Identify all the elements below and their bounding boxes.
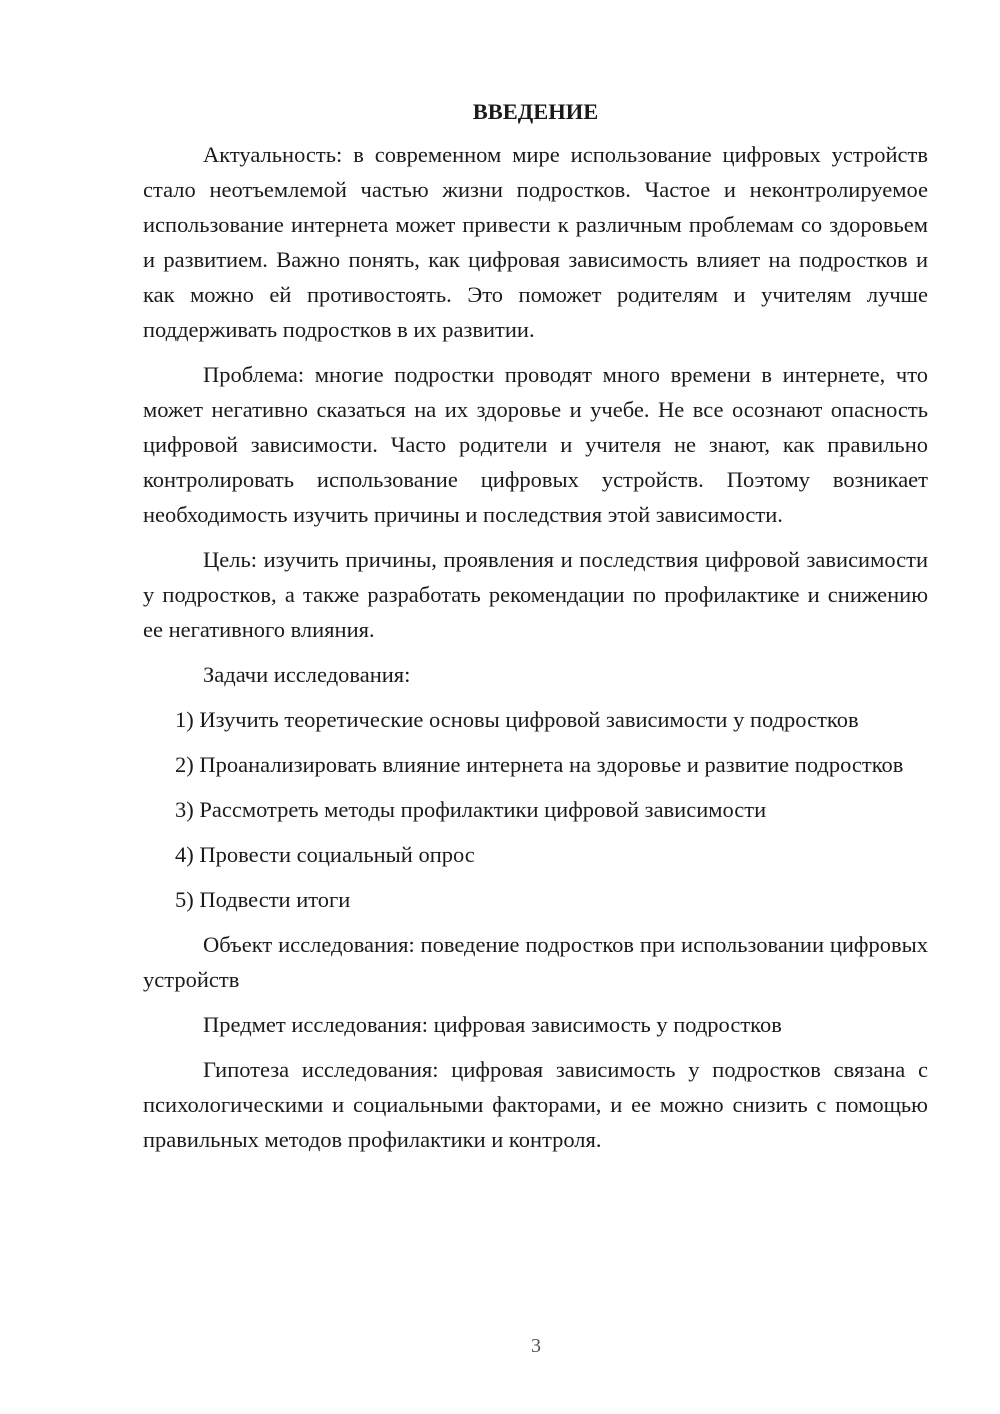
paragraph-hypothesis: Гипотеза исследования: цифровая зависимость у подростков связана с психологическими и социальными факторами, и ее можно снизить с помощью правильных методов профилактики и контроля. xyxy=(143,1057,928,1152)
paragraph-goal: Цель: изучить причины, проявления и последствия цифровой зависимости у подростков, а также разработать рекомендации по профилактике и снижению ее негативного влияния. xyxy=(143,547,928,642)
task-item-4: 4) Провести социальный опрос xyxy=(175,842,475,867)
paragraph-tasks-heading: Задачи исследования: xyxy=(203,662,411,687)
paragraph-subject: Предмет исследования: цифровая зависимость у подростков xyxy=(203,1012,782,1037)
task-item-5: 5) Подвести итоги xyxy=(175,887,351,912)
task-item-2: 2) Проанализировать влияние интернета на здоровье и развитие подростков xyxy=(175,752,904,777)
paragraph-object: Объект исследования: поведение подростков при использовании цифровых устройств xyxy=(143,932,928,992)
paragraph-problem: Проблема: многие подростки проводят много времени в интернете, что может негативно сказаться на их здоровье и учебе. Не все осознают опасность цифровой зависимости. Часто родители и учителя не знают, как правильно контролировать использование цифровых устройств. Поэтому возникает необходимость изучить причины и последствия этой зависимости. xyxy=(143,362,928,527)
page-number: 3 xyxy=(531,1335,541,1357)
task-item-3: 3) Рассмотреть методы профилактики цифровой зависимости xyxy=(175,797,767,822)
task-item-1: 1) Изучить теоретические основы цифровой зависимости у подростков xyxy=(175,707,859,732)
section-title: ВВЕДЕНИЕ xyxy=(472,99,599,124)
document-body xyxy=(143,94,928,1167)
paragraph-relevance: Актуальность: в современном мире использование цифровых устройств стало неотъемлемой частью жизни подростков. Частое и неконтролируемое использование интернета может привести к различным проблемам со здоровьем и развитием. Важно понять, как цифровая зависимость влияет на подростков и как можно ей противостоять. Это поможет родителям и учителям лучше поддерживать подростков в их развитии. xyxy=(143,142,928,342)
